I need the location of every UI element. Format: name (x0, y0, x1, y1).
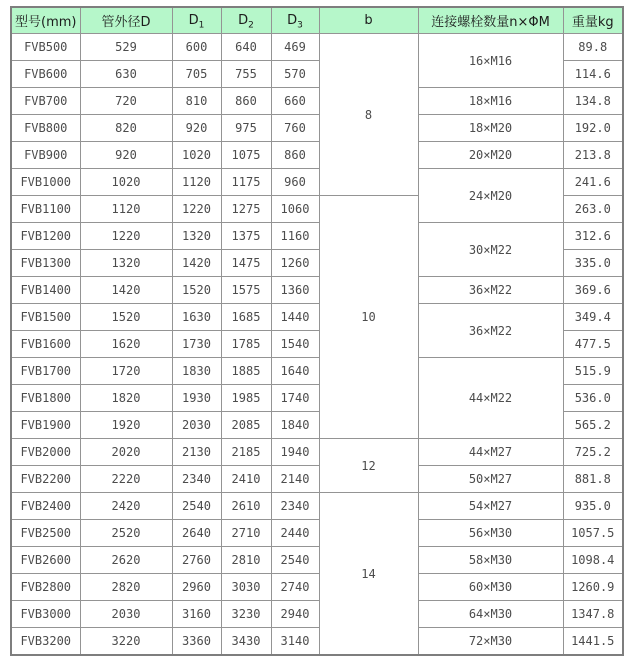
outer-diameter-cell: 820 (80, 115, 172, 142)
d2-cell: 1785 (221, 331, 271, 358)
bolts-cell: 60×M30 (418, 574, 563, 601)
outer-diameter-cell: 1820 (80, 385, 172, 412)
d3-cell: 2740 (271, 574, 319, 601)
d1-cell: 3160 (172, 601, 221, 628)
spec-table (10, 6, 624, 656)
d1-cell: 1420 (172, 250, 221, 277)
d1-cell: 2130 (172, 439, 221, 466)
weight-cell: 369.6 (563, 277, 623, 304)
d2-cell: 1575 (221, 277, 271, 304)
bolts-cell: 56×M30 (418, 520, 563, 547)
col-header-d2: $D_2$ (221, 7, 271, 34)
outer-diameter-cell: 1020 (80, 169, 172, 196)
table-row (11, 142, 623, 169)
d1-cell: 1830 (172, 358, 221, 385)
model-cell: FVB2500 (11, 520, 80, 547)
d3-cell: 1940 (271, 439, 319, 466)
model-cell: FVB2200 (11, 466, 80, 493)
b-cell: 14 (319, 493, 418, 656)
outer-diameter-cell: 2620 (80, 547, 172, 574)
d2-cell: 2085 (221, 412, 271, 439)
d1-cell: 1120 (172, 169, 221, 196)
d3-cell: 2440 (271, 520, 319, 547)
d2-cell: 1275 (221, 196, 271, 223)
d3-cell: 860 (271, 142, 319, 169)
outer-diameter-cell: 1920 (80, 412, 172, 439)
outer-diameter-cell: 3220 (80, 628, 172, 656)
d3-cell: 760 (271, 115, 319, 142)
outer-diameter-cell: 2420 (80, 493, 172, 520)
bolts-cell: 30×M22 (418, 223, 563, 277)
d1-cell: 1630 (172, 304, 221, 331)
model-cell: FVB1000 (11, 169, 80, 196)
table-row (11, 574, 623, 601)
model-cell: FVB600 (11, 61, 80, 88)
outer-diameter-cell: 2030 (80, 601, 172, 628)
d2-cell: 2185 (221, 439, 271, 466)
model-cell: FVB2600 (11, 547, 80, 574)
weight-cell: 192.0 (563, 115, 623, 142)
table-row (11, 439, 623, 466)
d1-cell: 920 (172, 115, 221, 142)
outer-diameter-cell: 1520 (80, 304, 172, 331)
model-cell: FVB500 (11, 34, 80, 61)
weight-cell: 515.9 (563, 358, 623, 385)
table-row (11, 277, 623, 304)
d2-cell: 3430 (221, 628, 271, 656)
d2-cell: 1375 (221, 223, 271, 250)
d1-cell: 1020 (172, 142, 221, 169)
table-row (11, 34, 623, 61)
d2-cell: 2410 (221, 466, 271, 493)
d1-cell: 810 (172, 88, 221, 115)
model-cell: FVB1300 (11, 250, 80, 277)
d3-cell: 469 (271, 34, 319, 61)
bolts-cell: 72×M30 (418, 628, 563, 656)
weight-cell: 1098.4 (563, 547, 623, 574)
d1-cell: 705 (172, 61, 221, 88)
weight-cell: 213.8 (563, 142, 623, 169)
d1-cell: 2760 (172, 547, 221, 574)
d3-cell: 570 (271, 61, 319, 88)
d1-cell: 2030 (172, 412, 221, 439)
bolts-cell: 54×M27 (418, 493, 563, 520)
d3-cell: 3140 (271, 628, 319, 656)
b-cell: 10 (319, 196, 418, 439)
d2-cell: 975 (221, 115, 271, 142)
b-cell: 8 (319, 34, 418, 196)
d2-cell: 860 (221, 88, 271, 115)
outer-diameter-cell: 1220 (80, 223, 172, 250)
d2-cell: 1985 (221, 385, 271, 412)
outer-diameter-cell: 2020 (80, 439, 172, 466)
d3-cell: 1840 (271, 412, 319, 439)
bolts-cell: 18×M16 (418, 88, 563, 115)
d1-cell: 1520 (172, 277, 221, 304)
d1-cell: 1930 (172, 385, 221, 412)
bolts-cell: 64×M30 (418, 601, 563, 628)
outer-diameter-cell: 1720 (80, 358, 172, 385)
d2-cell: 755 (221, 61, 271, 88)
outer-diameter-cell: 630 (80, 61, 172, 88)
header-row (11, 7, 623, 34)
model-cell: FVB1500 (11, 304, 80, 331)
outer-diameter-cell: 1620 (80, 331, 172, 358)
d2-cell: 1685 (221, 304, 271, 331)
col-header-bolts: 连接螺栓数量n×ΦM (418, 7, 563, 34)
model-cell: FVB3200 (11, 628, 80, 656)
d3-cell: 1160 (271, 223, 319, 250)
model-cell: FVB3000 (11, 601, 80, 628)
spec-table-body (11, 34, 623, 656)
d3-cell: 1640 (271, 358, 319, 385)
d3-cell: 2340 (271, 493, 319, 520)
d2-cell: 2710 (221, 520, 271, 547)
b-cell: 12 (319, 439, 418, 493)
weight-cell: 881.8 (563, 466, 623, 493)
col-header-weight: 重量kg (563, 7, 623, 34)
d1-cell: 2640 (172, 520, 221, 547)
d3-cell: 2140 (271, 466, 319, 493)
model-cell: FVB700 (11, 88, 80, 115)
col-header-d3: $D_3$ (271, 7, 319, 34)
outer-diameter-cell: 2220 (80, 466, 172, 493)
model-cell: FVB2800 (11, 574, 80, 601)
model-cell: FVB1800 (11, 385, 80, 412)
outer-diameter-cell: 2820 (80, 574, 172, 601)
weight-cell: 134.8 (563, 88, 623, 115)
d3-cell: 1060 (271, 196, 319, 223)
weight-cell: 263.0 (563, 196, 623, 223)
outer-diameter-cell: 720 (80, 88, 172, 115)
bolts-cell: 44×M22 (418, 358, 563, 439)
table-row (11, 628, 623, 656)
outer-diameter-cell: 1320 (80, 250, 172, 277)
weight-cell: 1441.5 (563, 628, 623, 656)
table-row (11, 547, 623, 574)
col-header-model: 型号(mm) (11, 7, 80, 34)
weight-cell: 725.2 (563, 439, 623, 466)
table-row (11, 466, 623, 493)
weight-cell: 335.0 (563, 250, 623, 277)
outer-diameter-cell: 2520 (80, 520, 172, 547)
weight-cell: 1347.8 (563, 601, 623, 628)
weight-cell: 89.8 (563, 34, 623, 61)
table-row (11, 88, 623, 115)
d2-cell: 1885 (221, 358, 271, 385)
bolts-cell: 50×M27 (418, 466, 563, 493)
model-cell: FVB1400 (11, 277, 80, 304)
bolts-cell: 18×M20 (418, 115, 563, 142)
table-row (11, 601, 623, 628)
weight-cell: 114.6 (563, 61, 623, 88)
d2-cell: 1175 (221, 169, 271, 196)
d2-cell: 2810 (221, 547, 271, 574)
d2-cell: 1475 (221, 250, 271, 277)
d3-cell: 1260 (271, 250, 319, 277)
table-row (11, 115, 623, 142)
d3-cell: 2540 (271, 547, 319, 574)
d3-cell: 1440 (271, 304, 319, 331)
bolts-cell: 44×M27 (418, 439, 563, 466)
d2-cell: 3030 (221, 574, 271, 601)
d2-cell: 640 (221, 34, 271, 61)
model-cell: FVB1100 (11, 196, 80, 223)
col-header-b: b (319, 7, 418, 34)
bolts-cell: 16×M16 (418, 34, 563, 88)
outer-diameter-cell: 920 (80, 142, 172, 169)
table-row (11, 358, 623, 385)
weight-cell: 935.0 (563, 493, 623, 520)
d3-cell: 1740 (271, 385, 319, 412)
weight-cell: 349.4 (563, 304, 623, 331)
d1-cell: 2540 (172, 493, 221, 520)
outer-diameter-cell: 529 (80, 34, 172, 61)
bolts-cell: 24×M20 (418, 169, 563, 223)
table-row (11, 223, 623, 250)
d3-cell: 2940 (271, 601, 319, 628)
table-row (11, 493, 623, 520)
d2-cell: 1075 (221, 142, 271, 169)
weight-cell: 536.0 (563, 385, 623, 412)
d1-cell: 1730 (172, 331, 221, 358)
model-cell: FVB1200 (11, 223, 80, 250)
model-cell: FVB1700 (11, 358, 80, 385)
weight-cell: 312.6 (563, 223, 623, 250)
d3-cell: 660 (271, 88, 319, 115)
table-row (11, 169, 623, 196)
model-cell: FVB900 (11, 142, 80, 169)
model-cell: FVB800 (11, 115, 80, 142)
d1-cell: 2340 (172, 466, 221, 493)
d2-cell: 2610 (221, 493, 271, 520)
d1-cell: 1320 (172, 223, 221, 250)
bolts-cell: 58×M30 (418, 547, 563, 574)
col-header-d1: $D_1$ (172, 7, 221, 34)
d1-cell: 2960 (172, 574, 221, 601)
bolts-cell: 36×M22 (418, 304, 563, 358)
weight-cell: 1057.5 (563, 520, 623, 547)
weight-cell: 477.5 (563, 331, 623, 358)
bolts-cell: 36×M22 (418, 277, 563, 304)
model-cell: FVB2000 (11, 439, 80, 466)
d3-cell: 1540 (271, 331, 319, 358)
d1-cell: 1220 (172, 196, 221, 223)
d3-cell: 960 (271, 169, 319, 196)
outer-diameter-cell: 1420 (80, 277, 172, 304)
d1-cell: 600 (172, 34, 221, 61)
table-row (11, 304, 623, 331)
weight-cell: 1260.9 (563, 574, 623, 601)
col-header-outer-diameter: 管外径D (80, 7, 172, 34)
model-cell: FVB1600 (11, 331, 80, 358)
outer-diameter-cell: 1120 (80, 196, 172, 223)
model-cell: FVB2400 (11, 493, 80, 520)
weight-cell: 565.2 (563, 412, 623, 439)
model-cell: FVB1900 (11, 412, 80, 439)
table-row (11, 520, 623, 547)
weight-cell: 241.6 (563, 169, 623, 196)
d1-cell: 3360 (172, 628, 221, 656)
d3-cell: 1360 (271, 277, 319, 304)
bolts-cell: 20×M20 (418, 142, 563, 169)
d2-cell: 3230 (221, 601, 271, 628)
